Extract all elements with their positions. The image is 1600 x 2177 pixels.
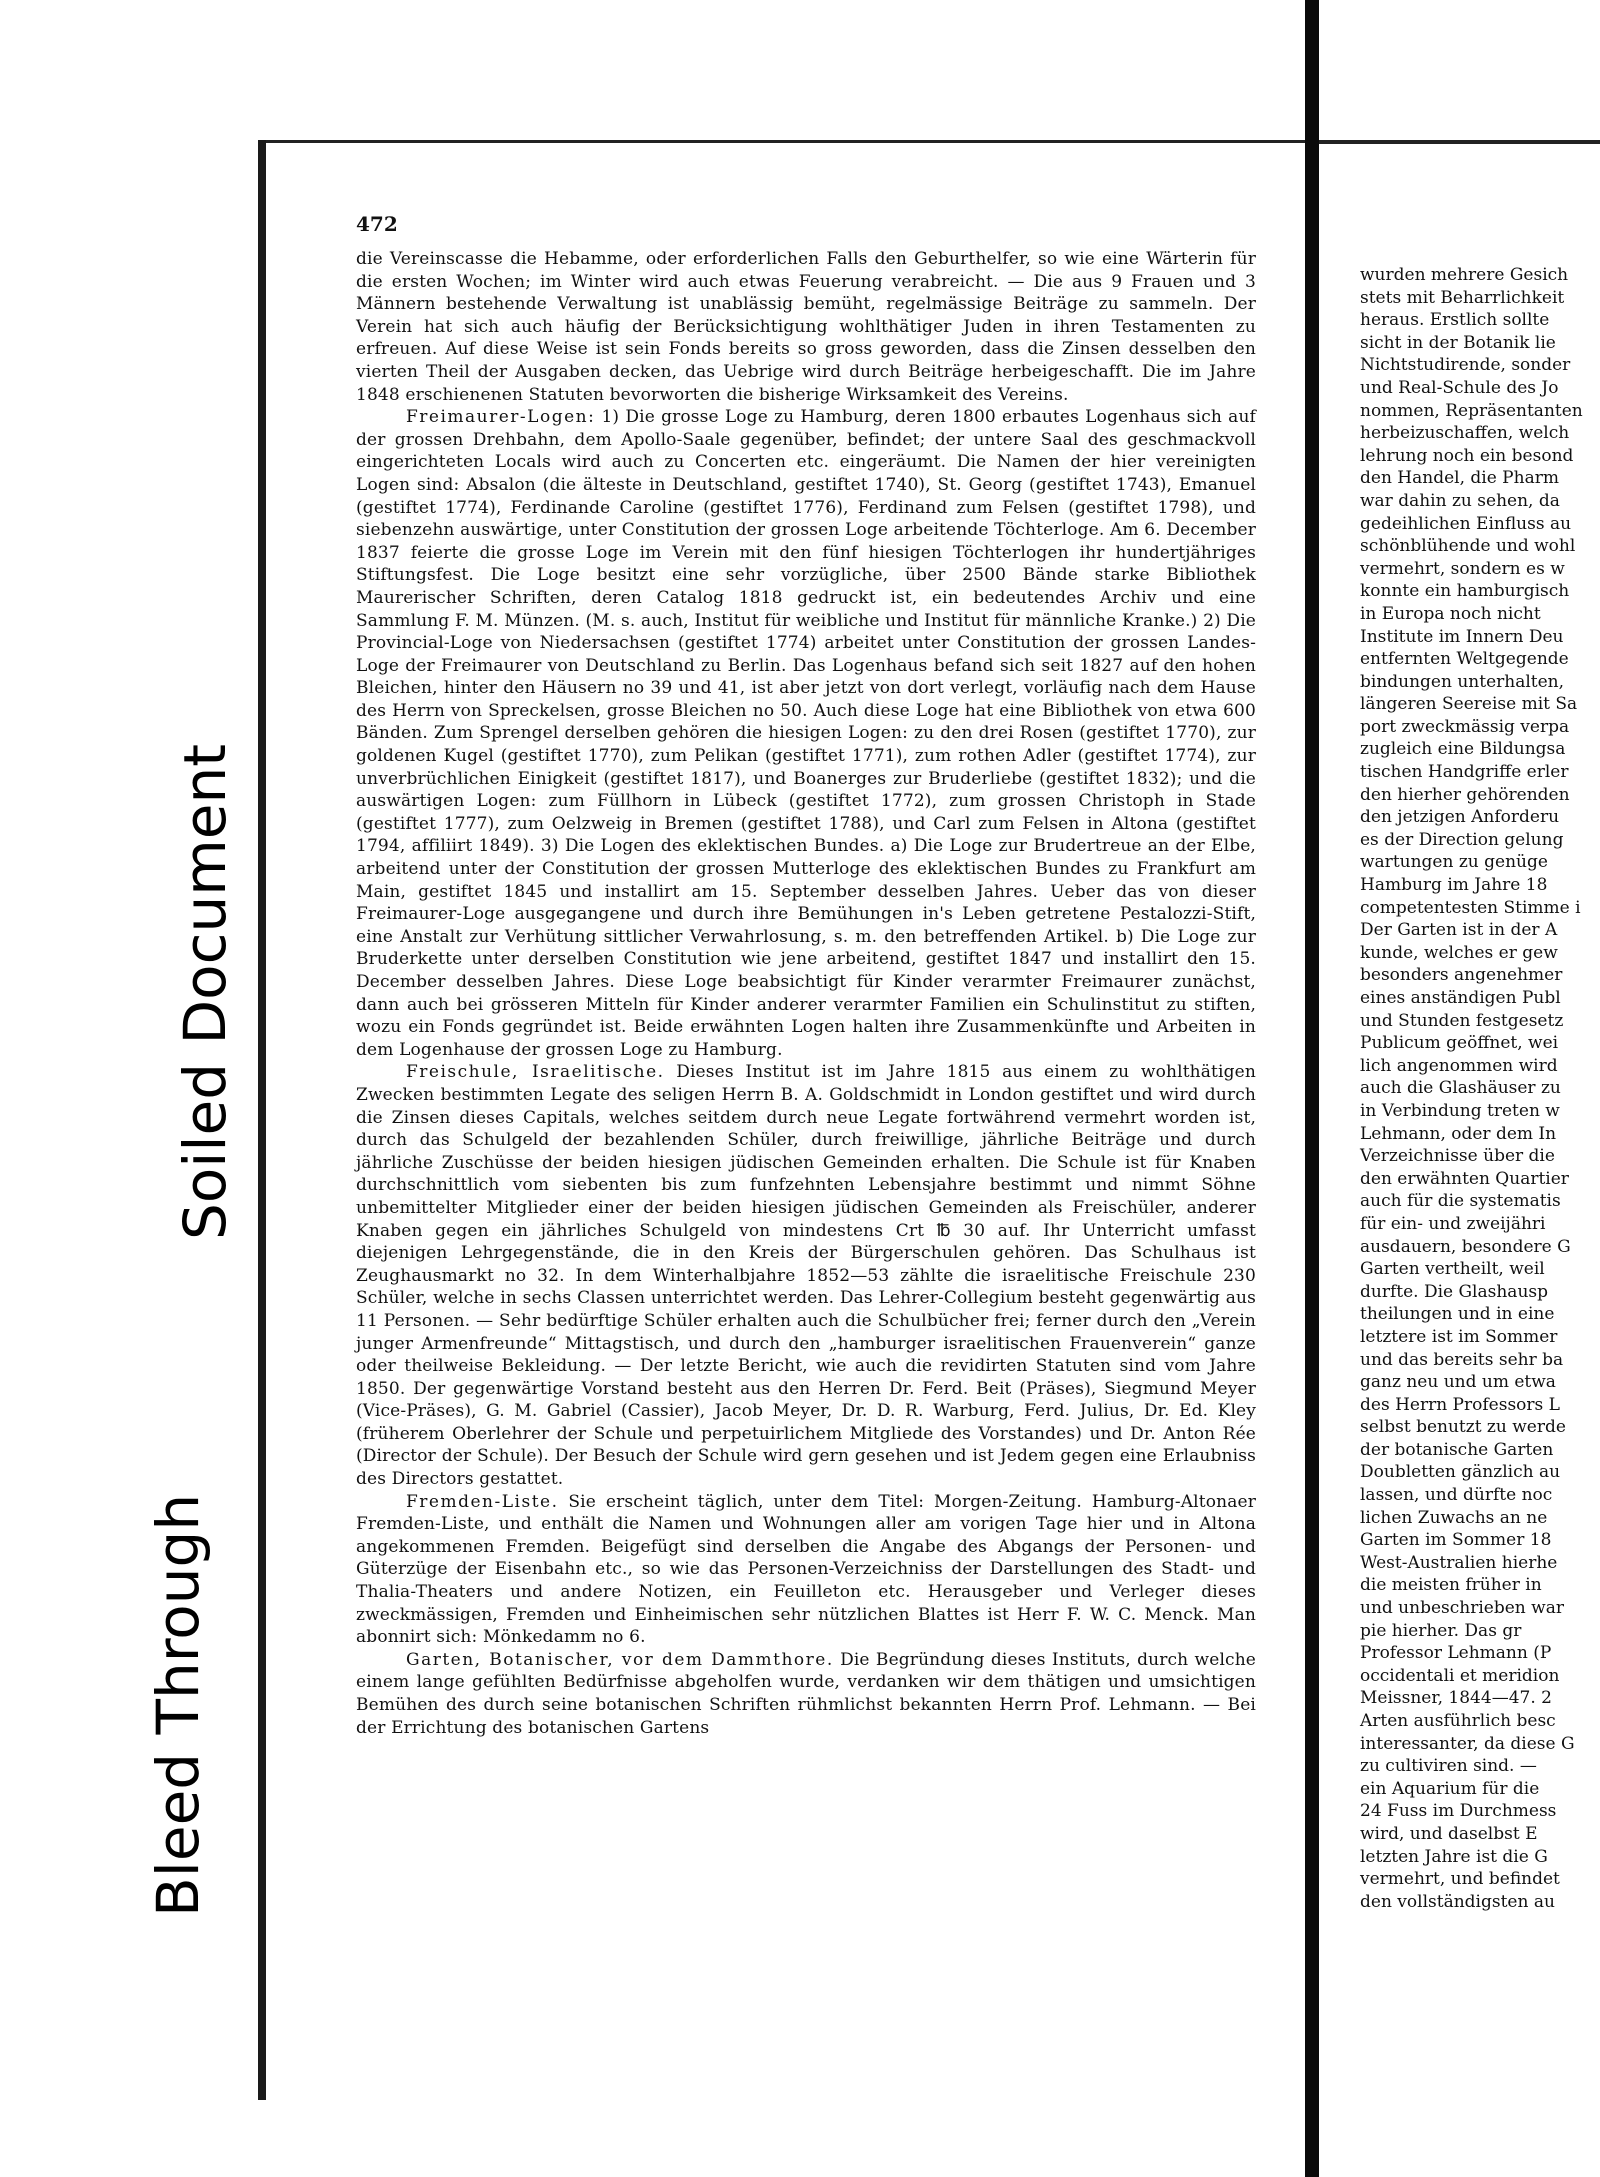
entry-heading: Freimaurer-Logen: bbox=[406, 407, 596, 428]
right-page-line: gedeihlichen Einfluss au bbox=[1360, 513, 1572, 534]
right-page-line: interessanter, da diese G bbox=[1360, 1733, 1575, 1754]
right-page-line: es der Direction gelung bbox=[1360, 829, 1564, 850]
right-page-line: des Herrn Professors L bbox=[1360, 1394, 1560, 1415]
right-page-line: Verzeichnisse über die bbox=[1360, 1146, 1555, 1167]
right-page-line: den hierher gehörenden bbox=[1360, 784, 1570, 805]
right-page-line: sicht in der Botanik lie bbox=[1360, 332, 1556, 353]
right-page-line: lich angenommen wird bbox=[1360, 1055, 1558, 1076]
right-page-line: und unbeschrieben war bbox=[1360, 1598, 1564, 1619]
paragraph-text: Sie erscheint täglich, unter dem Titel: Morgen-Zeitung. Hamburg-Altonaer Fremden-Liste, und enthält die Namen und Wohnungen aller am vorigen Tage hier und in Altona angekommenen Fremden. Beigefügt sind derselben die Angabe des Abgangs der Personen- und Güterzüge der Eisenbahn etc., so wie das Personen-Verzeichniss der Darstellungen des Stadt- und Thalia-Theaters und andere Notizen, ein Feuilleton etc. Herausgeber und Verleger dieses zweckmässigen, Fremden und Einheimischen sehr nützlichen Blattes ist Herr F. W. C. Menck. Man abonnirt sich: Mönkedamm no 6. bbox=[356, 1491, 1256, 1648]
right-page-line: 24 Fuss im Durchmess bbox=[1360, 1801, 1557, 1822]
entry-heading: Freischule, Israelitische. bbox=[406, 1062, 665, 1083]
right-page-line: vermehrt, sondern es w bbox=[1360, 558, 1565, 579]
paragraph-text: 1) Die grosse Loge zu Hamburg, deren 1800 erbautes Logenhaus sich auf der grossen Drehbahn, dem Apollo-Saale gegenüber, befindet; der untere Saal des geschmackvoll eingerichteten Locals wird auch zu Concerten etc. eingeräumt. Die Namen der hier vereinigten Logen sind: Absalon (die älteste in Deutschland, gestiftet 1740), St. Georg (gestiftet 1743), Emanuel (gestiftet 1774), Ferdinande Caroline (gestiftet 1776), Ferdinand zum Felsen (gestiftet 1798), und siebenzehn auswärtige, unter Constitution der grossen Loge arbeitende Töchterloge. Am 6. December 1837 feierte die grosse Loge im Verein mit den fünf hiesigen Töchterlogen ihr hundertjähriges Stiftungsfest. Die Loge besitzt eine sehr vorzügliche, über 2500 Bände starke Bibliothek Maurerischer Schriften, deren Catalog 1818 gedruckt ist, ein bedeutendes Archiv und eine Sammlung F. M. Münzen. (M. s. auch, Institut für weibliche und Institut für männliche Kranke.) 2) Die Provincial-Loge von Niedersachsen (gestiftet 1774) arbeitet unter Constitution der grossen Landes-Loge der Freimaurer von Deutschland zu Berlin. Das Logenhaus befand sich seit 1827 auf den hohen Bleichen, hinter den Häusern no 39 und 41, ist aber jetzt von dort verlegt, vorläufig nach dem Hause des Herrn von Spreckelsen, grosse Bleichen no 50. Auch diese Loge hat eine Bibliothek von etwa 600 Bänden. Zum Sprengel derselben gehören die hiesigen Logen: zu den drei Rosen (gestiftet 1770), zur goldenen Kugel (gestiftet 1770), zum Pelikan (gestiftet 1771), zum rothen Adler (gestiftet 1774), zur unverbrüchlichen Einigkeit (gestiftet 1817), und Boanerges zur Bruderliebe (gestiftet 1832); und die auswärtigen Logen: zum Füllhorn in Lübeck (gestiftet 1772), zum grossen Christoph in Stade (gestiftet 1777), zum Oelzweig in Bremen (gestiftet 1788), und Carl zum Felsen in Altona (gestiftet 1794, affiliirt 1849). 3) Die Logen des eklektischen Bundes. a) Die Loge zur Brudertreue an der Elbe, arbeitend unter der Constitution der grossen Mutterloge des eklektischen Bundes zu Frankfurt am Main, gestiftet 1845 und installirt am 15. September desselben Jahres. Ueber das von dieser Freimaurer-Loge ausgegangene und durch ihre Bemühungen in's Leben getretene Pestalozzi-Stift, eine Anstalt zur Verhütung sittlicher Verwahrlosung, s. m. den betreffenden Artikel. b) Die Loge zur Bruderkette unter derselben Constitution wie jene arbeitend, gestiftet 1847 und installirt den 15. December desselben Jahres. Diese Loge beabsichtigt für Kinder verarmter Freimaurer zunächst, dann auch bei grösseren Mitteln für Kinder anderer verarmter Familien ein Schulinstitut zu stiften, wozu ein Fonds gegründet ist. Beide erwähnten Logen halten ihre Zusammenkünfte und Arbeiten in dem Logenhause der grossen Loge zu Hamburg. bbox=[356, 407, 1256, 1060]
entry-heading: Fremden-Liste. bbox=[406, 1491, 559, 1512]
paragraph-freimaurer-logen bbox=[356, 406, 1256, 1061]
right-page-line: und Stunden festgesetz bbox=[1360, 1010, 1564, 1031]
right-page-line: Garten vertheilt, weil bbox=[1360, 1259, 1545, 1280]
right-page-line: wird, und daselbst E bbox=[1360, 1823, 1538, 1844]
right-page-line: auch für die systematis bbox=[1360, 1191, 1561, 1212]
right-page-line: eines anständigen Publ bbox=[1360, 988, 1561, 1008]
book-gutter bbox=[1305, 0, 1319, 2177]
right-page-line: lassen, und dürfte noc bbox=[1360, 1485, 1553, 1506]
right-page-line: selbst benutzt zu werde bbox=[1360, 1417, 1566, 1438]
entry-heading: Garten, Botanischer, vor dem Dammthore. bbox=[406, 1649, 834, 1670]
paragraph-text: Dieses Institut ist im Jahre 1815 aus einem zu wohlthätigen Zwecken bestimmten Legate des seligen Herrn B. A. Goldschmidt in London gestiftet und wird durch die Zinsen dieses Capitals, welches seitdem durch neue Legate fortwährend vermehrt worden ist, durch das Schulgeld der bezahlenden Schüler, durch freiwillige, jährliche Beiträge und durch jährliche Zuschüsse der beiden hiesigen jüdischen Gemeinden erhalten. Die Schule ist für Knaben durchschnittlich vom siebenten bis zum funfzehnten Lebensjahre bestimmt und nimmt Söhne unbemittelter Mitglieder einer der beiden hiesigen jüdischen Gemeinden als Freischüler, anderer Knaben gegen ein jährliches Schulgeld von mindestens Crt ℔ 30 auf. Ihr Unterricht umfasst diejenigen Lehrgegenstände, die in den Kreis der Bürgerschulen gehören. Das Schulhaus ist Zeughausmarkt no 32. In dem Winterhalbjahre 1852—53 zählte die israelitische Freischule 230 Schüler, welche in sechs Classen unterrichtet werden. Das Lehrer-Collegium besteht gegenwärtig aus 11 Personen. — Sehr bedürftige Schüler erhalten auch die Schulbücher frei; ferner durch den „Verein junger Armenfreunde“ Mittagstisch, und durch den „hamburger israelitischen Frauenverein“ ganze oder theilweise Bekleidung. — Der letzte Bericht, wie auch die revidirten Statuten sind vom Jahre 1850. Der gegenwärtige Vorstand besteht aus den Herren Dr. Ferd. Beit (Präses), Siegmund Meyer (Vice-Präses), G. M. Gabriel (Cassier), Jacob Meyer, Dr. D. R. Warburg, Ferd. Julius, Dr. Ed. Kley (früherem Oberlehrer der Schule und perpetuirlichem Mitgliede des Vorstandes) und Dr. Anton Rée (Director der Schule). Der Besuch der Schule wird gern gesehen und ist Jedem gegen eine Erlaubniss des Directors gestattet. bbox=[356, 1062, 1256, 1490]
right-page-line: Der Garten ist in der A bbox=[1360, 920, 1558, 941]
right-page-line: konnte ein hamburgisch bbox=[1360, 581, 1570, 602]
right-page-line: Lehmann, oder dem In bbox=[1360, 1123, 1557, 1144]
right-page-line: herbeizuschaffen, welch bbox=[1360, 423, 1570, 444]
right-page-line: wurden mehrere Gesich bbox=[1360, 265, 1569, 285]
right-page-text-column bbox=[1360, 264, 1600, 1913]
right-page-line: den erwähnten Quartier bbox=[1360, 1168, 1569, 1189]
right-page-line: zu cultiviren sind. — bbox=[1360, 1756, 1537, 1777]
right-page-line: schönblühende und wohl bbox=[1360, 536, 1576, 557]
paragraph-text: Die Begründung dieses Instituts, durch welche einem lange gefühlten Bedürfnisse abgeholfen wurde, verdanken wir dem thätigen und umsichtigen Bemühen des durch seine botanischen Schriften rühmlichst bekannten Herrn Prof. Lehmann. — Bei der Errichtung des botanischen Gartens bbox=[356, 1649, 1257, 1738]
right-page-top-edge bbox=[1319, 140, 1600, 144]
main-text-column bbox=[356, 248, 1256, 1739]
right-page-line: Arten ausführlich besc bbox=[1360, 1711, 1556, 1731]
right-page-line: wartungen zu genüge bbox=[1360, 852, 1548, 873]
right-page-line: und Real-Schule des Jo bbox=[1360, 377, 1559, 398]
right-page-line: letztere ist im Sommer bbox=[1360, 1326, 1558, 1347]
right-page-line: heraus. Erstlich sollte bbox=[1360, 310, 1550, 331]
right-page-line: vermehrt, und befindet bbox=[1360, 1869, 1560, 1890]
right-page-line: tischen Handgriffe erler bbox=[1360, 762, 1569, 783]
right-page-line: in Europa noch nicht bbox=[1360, 603, 1541, 624]
right-page-line: pie hierher. Das gr bbox=[1360, 1620, 1522, 1641]
right-page-line: lehrung noch ein besond bbox=[1360, 445, 1574, 466]
right-page-line: letzten Jahre ist die G bbox=[1360, 1846, 1548, 1867]
right-page-line: kunde, welches er gew bbox=[1360, 942, 1558, 963]
bleed-through-label: Bleed Through bbox=[138, 1476, 218, 1935]
right-page-line: ein Aquarium für die bbox=[1360, 1778, 1540, 1799]
right-page-line: occidentali et meridion bbox=[1360, 1665, 1560, 1686]
right-page-line: ganz neu und um etwa bbox=[1360, 1372, 1556, 1393]
right-page-line: Nichtstudirende, sonder bbox=[1360, 355, 1571, 376]
right-page-line: in Verbindung treten w bbox=[1360, 1100, 1560, 1121]
right-page-line: war dahin zu sehen, da bbox=[1360, 490, 1560, 511]
right-page-line: den jetzigen Anforderu bbox=[1360, 807, 1560, 828]
right-page-line: theilungen und in eine bbox=[1360, 1304, 1555, 1325]
right-page-line: Meissner, 1844—47. 2 bbox=[1360, 1688, 1552, 1709]
right-page-line: zugleich eine Bildungsa bbox=[1360, 739, 1566, 760]
right-page-line: den vollständigsten au bbox=[1360, 1891, 1555, 1912]
paragraph-text: die Vereinscasse die Hebamme, oder erforderlichen Falls den Geburthelfer, so wie eine Wärterin für die ersten Wochen; im Winter wird auch etwas Feuerung verabreicht. — Die aus 9 Frauen und 3 Männern bestehende Verwaltung ist unablässig bemüht, regelmässige Beiträge zu sammeln. Der Verein hat sich auch häufig der Berücksichtigung wohlthätiger Juden in ihren Testamenten zu erfreuen. Auf diese Weise ist sein Fonds bereits so gross geworden, dass die Zinsen desselben den vierten Theil der Ausgaben decken, das Uebrige wird durch Beiträge herbeigeschafft. Die im Jahre 1848 erschienenen Statuten bevorworten die bisherige Wirksamkeit des Vereins. bbox=[356, 249, 1256, 405]
right-page-line: der botanische Garten bbox=[1360, 1439, 1554, 1460]
right-page-line: Doubletten gänzlich au bbox=[1360, 1462, 1561, 1483]
right-page-line: port zweckmässig verpa bbox=[1360, 716, 1570, 737]
paragraph-fremden-liste bbox=[356, 1491, 1256, 1649]
right-page-line: für ein- und zweijähri bbox=[1360, 1213, 1546, 1234]
right-page-line: ausdauern, besondere G bbox=[1360, 1236, 1571, 1257]
right-page-line: durfte. Die Glashausp bbox=[1360, 1281, 1548, 1302]
right-page-line: und das bereits sehr ba bbox=[1360, 1349, 1564, 1370]
right-page-line: Institute im Innern Deu bbox=[1360, 626, 1564, 647]
right-page-line: Professor Lehmann (P bbox=[1360, 1643, 1552, 1664]
paragraph-freischule bbox=[356, 1061, 1256, 1490]
right-page-line: besonders angenehmer bbox=[1360, 965, 1563, 986]
right-page-line: Garten im Sommer 18 bbox=[1360, 1530, 1552, 1551]
soiled-document-label: Soiled Document bbox=[165, 726, 245, 1258]
right-page-line: bindungen unterhalten, bbox=[1360, 671, 1565, 692]
right-page-line: competentesten Stimme i bbox=[1360, 897, 1581, 918]
right-page-line: längeren Seereise mit Sa bbox=[1360, 694, 1578, 715]
right-page-line: lichen Zuwachs an ne bbox=[1360, 1507, 1548, 1528]
right-page-line: die meisten früher in bbox=[1360, 1575, 1542, 1596]
right-page-line: West-Australien hierhe bbox=[1360, 1552, 1558, 1573]
page-number: 472 bbox=[356, 212, 398, 236]
left-gutter-shadow bbox=[258, 140, 266, 2100]
paragraph-vereinscasse bbox=[356, 248, 1256, 406]
right-page-line: entfernten Weltgegende bbox=[1360, 649, 1569, 670]
right-page-line: stets mit Beharrlichkeit bbox=[1360, 287, 1565, 308]
right-page-line: den Handel, die Pharm bbox=[1360, 468, 1559, 489]
paragraph-botanischer-garten bbox=[356, 1649, 1256, 1739]
right-page-line: auch die Glashäuser zu bbox=[1360, 1078, 1561, 1099]
right-page-line: Publicum geöffnet, wei bbox=[1360, 1033, 1559, 1054]
right-page-line: nommen, Repräsentanten bbox=[1360, 400, 1583, 421]
right-page-line: Hamburg im Jahre 18 bbox=[1360, 875, 1548, 896]
